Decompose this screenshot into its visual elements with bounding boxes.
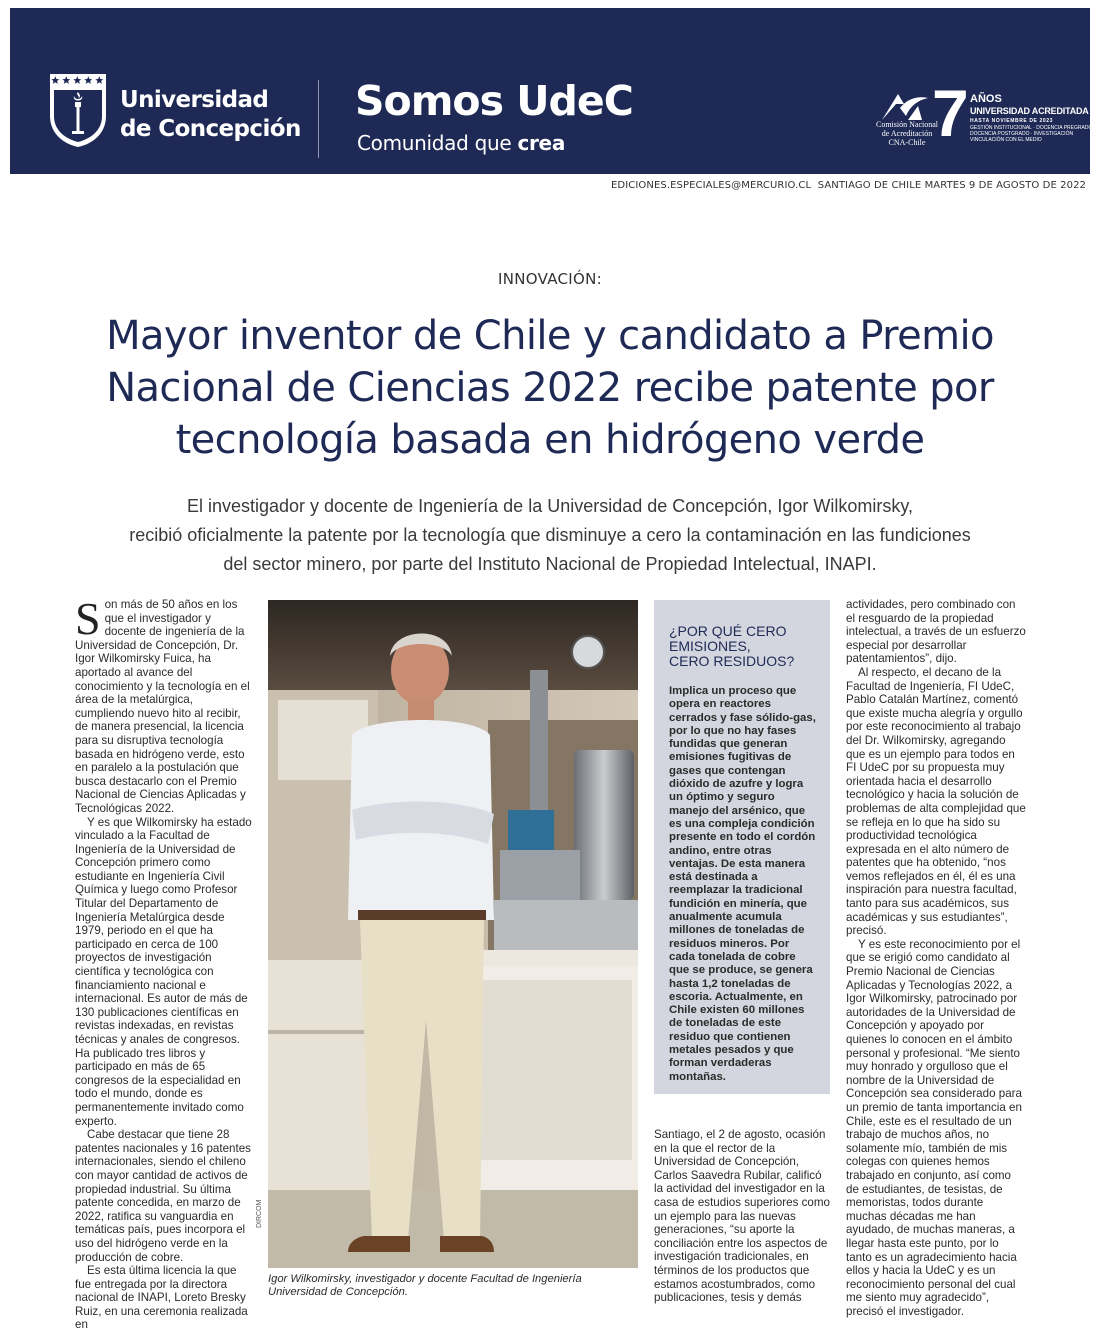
paragraph: Cabe destacar que tiene 28 patentes nacionales y 16 patentes internacionales, siendo el chileno con mayor cantidad de activos de propiedad industrial. Su última patente concedida, en marzo de 2022, ratifica su vanguardia en temáticas país, pues incorpora el uso del hidrógeno verde en la producción de cobre. bbox=[75, 1128, 251, 1264]
accreditation-areas-3: VINCULACIÓN CON EL MEDIO bbox=[970, 137, 1042, 143]
paragraph: Y es este reconocimiento por el que se erigió como candidato al Premio Nacional de Ciencias Aplicadas y Tecnologías 2022, a Igor Wilkomirsky, patrocinado por autoridades de la Universidad de Concepción y apoyado por quienes lo conocen en el ámbito personal y profesional. “Me siento muy honrado y orgulloso que el nombre de la Universidad de Concepción sea considerado para un premio de tanta importancia en Chile, este es el resultado de un trabajo de muchos años, no solamente mío, también de mis colegas con quienes hemos trabajado en conjunto, así como de estudiantes, de tesistas, de memoristas, todos durante muchas décadas me han ayudado, de muchas maneras, a llegar hasta este punto, por lo tanto es un agradecimiento hacia ellos y hacia la UdeC y es un reconocimiento personal del cual me siento muy agradecido”, precisó el investigador. bbox=[846, 937, 1022, 1318]
subhead-line3: del sector minero, por parte del Instituto Nacional de Propiedad Intelectual, INAPI. bbox=[223, 554, 877, 574]
cna-logo-icon bbox=[878, 92, 930, 122]
tagline-bold: crea bbox=[517, 131, 566, 155]
box-title-line1: ¿POR QUÉ CERO bbox=[669, 623, 787, 639]
accreditation-label: UNIVERSIDAD ACREDITADA bbox=[970, 106, 1089, 116]
subhead-line2: recibió oficialmente la patente por la tecnología que disminuye a cero la contaminación en las fundiciones bbox=[129, 525, 971, 545]
paragraph: Y es que Wilkomirsky ha estado vinculado a la Facultad de Ingeniería de la Universidad de Concepción primero como estudiante en Ingeniería Civil Química y luego como Profesor Titular del Departamento de Ingeniería Metalúrgica desde 1979, periodo en el que ha participado en cerca de 100 proyectos de investigación científica y tecnológica con financiamiento nacional e internacional. Es autor de más de 130 publicaciones científicas en revistas indexadas, en revistas técnicas y anales de congresos. Ha publicado tres libros y participado en más de 65 congresos de la especialidad en todo el mundo, donde es permanentemente invitado como experto. bbox=[75, 815, 252, 1128]
university-crest-icon bbox=[48, 72, 108, 148]
article-column-4 bbox=[846, 598, 1026, 1318]
paragraph: actividades, pero combinado con el resguardo de la propiedad intelectual, a través de un esfuerzo especial por desarrollar patentamientos”, dijo. bbox=[846, 598, 1026, 666]
accreditation-anos-label: AÑOS bbox=[970, 93, 1002, 105]
header-banner bbox=[10, 8, 1093, 174]
paragraph: Es esta última licencia la que fue entregada por la directora nacional de INAPI, Loreto Bresky Ruiz, en una ceremonia realizada en bbox=[75, 1264, 248, 1332]
paragraph bbox=[75, 593, 253, 816]
university-name-line1: Universidad bbox=[120, 87, 269, 113]
sidebar-box bbox=[654, 600, 830, 1094]
dateline-location-date: SANTIAGO DE CHILE MARTES 9 DE AGOSTO DE 2022 bbox=[817, 180, 1086, 191]
paragraph: Santiago, el 2 de agosto, ocasión en la que el rector de la Universidad de Concepción, Carlos Saavedra Rubilar, calificó la actividad del investigador en la casa de estudios superiores como un ejemplo para las nuevas generaciones, “su aporte la conciliación entre los aspectos de investigación tradicionales, en términos de los productos que estamos acostumbrados, como publicaciones, tesis y demás bbox=[654, 1128, 830, 1305]
cna-agency-line1: Comisión Nacional bbox=[876, 120, 938, 129]
paragraph: Al respecto, el decano de la Facultad de Ingeniería, FI UdeC, Pablo Catalán Martínez, comentó que existe mucha alegría y orgullo por este reconocimiento al trabajo del Dr. Wilkomirsky, agregando que es un ejemplo para todos en FI UdeC por su propuesta muy orientada hacia el desarrollo tecnológico y hacia la solución de problemas de alta complejidad que se refleja en lo que ha sido su productividad tecnológica expresada en el alto número de patentes que ha obtenido, “nos vemos reflejados en él, él es una inspiración para nuestra facultad, tanto para sus académicos, sus académicas y sus estudiantes”, precisó. bbox=[846, 665, 1026, 938]
headline-line2: Nacional de Ciencias 2022 recibe patente por bbox=[106, 365, 994, 411]
paragraph-text: on más de 50 años en los que el investigador y docente de ingeniería de la Universidad de Concepción, Dr. Igor Wilkomirsky Fuica, ha aportado al avance del conocimiento y la tecnología en el área de la metalúrgica, cumpliendo nuevo hito al recibir, de manera presencial, la licencia para su disruptiva tecnología basada en hidrógeno verde, esto en paralelo a la postulación que busca destacarlo con el Premio Nacional de Ciencias Aplicadas y Tecnológicas 2022. bbox=[75, 598, 250, 815]
accreditation-until: HASTA NOVIEMBRE DE 2023 bbox=[970, 118, 1053, 124]
sidebar-box-title bbox=[669, 624, 816, 669]
cna-agency-line3: CNA-Chile bbox=[888, 138, 926, 147]
university-name bbox=[120, 86, 301, 144]
tagline-prefix: Comunidad que bbox=[357, 131, 512, 155]
article-column-1 bbox=[75, 593, 253, 1332]
photo-caption bbox=[268, 1273, 638, 1299]
article-column-3 bbox=[654, 1128, 832, 1303]
article-subhead bbox=[80, 492, 1020, 579]
headline-line3: tecnología basada en hidrógeno verde bbox=[175, 417, 925, 463]
article-kicker: INNOVACIÓN: bbox=[498, 270, 602, 288]
box-title-line2: EMISIONES, bbox=[669, 638, 751, 654]
cna-agency-line2: de Acreditación bbox=[881, 129, 933, 138]
lab-portrait-image bbox=[268, 600, 638, 1268]
drop-cap: S bbox=[75, 593, 101, 644]
dateline-email: EDICIONES.ESPECIALES@MERCURIO.CL bbox=[611, 180, 812, 191]
caption-line2: Universidad de Concepción. bbox=[268, 1286, 408, 1298]
dateline bbox=[611, 180, 1086, 191]
accreditation-years: 7 bbox=[932, 76, 969, 150]
brand-tagline bbox=[357, 131, 565, 155]
photo-credit: DIRCOM bbox=[256, 1199, 263, 1228]
article-photo bbox=[268, 600, 638, 1268]
accreditation-areas-1: GESTIÓN INSTITUCIONAL · DOCENCIA PREGRADO bbox=[970, 125, 1093, 131]
university-name-line2: de Concepción bbox=[120, 116, 301, 142]
article-headline bbox=[30, 310, 1070, 466]
header-divider bbox=[318, 80, 319, 158]
box-title-line3: CERO RESIDUOS? bbox=[669, 653, 795, 669]
caption-line1: Igor Wilkomirsky, investigador y docente Facultad de Ingeniería bbox=[268, 1273, 582, 1285]
sidebar-box-body: Implica un proceso que opera en reactores cerrados y fase sólido-gas, por lo que no hay fases fundidas que generan emisiones fugitivas de gases que contengan dióxido de azufre y logra un óptimo y seguro manejo del arsénico, que es una compleja condición presente en todo el cordón andino, entre otras ventajas. De esta manera está destinada a reemplazar la tradicional fundición en minería, que anualmente acumula millones de toneladas de residuos mineros. Por cada tonelada de cobre que se produce, se genera hasta 1,2 toneladas de escoria. Actualmente, en Chile existen 60 millones de toneladas de este residuo que contienen metales pesados y que forman verdaderas montañas. bbox=[669, 685, 816, 1083]
brand-title: Somos UdeC bbox=[355, 77, 633, 125]
accreditation-areas-2: DOCENCIA POSTGRADO · INVESTIGACIÓN bbox=[970, 131, 1074, 137]
headline-line1: Mayor inventor de Chile y candidato a Premio bbox=[106, 313, 994, 359]
subhead-line1: El investigador y docente de Ingeniería de la Universidad de Concepción, Igor Wilkomirsky, bbox=[186, 496, 914, 516]
